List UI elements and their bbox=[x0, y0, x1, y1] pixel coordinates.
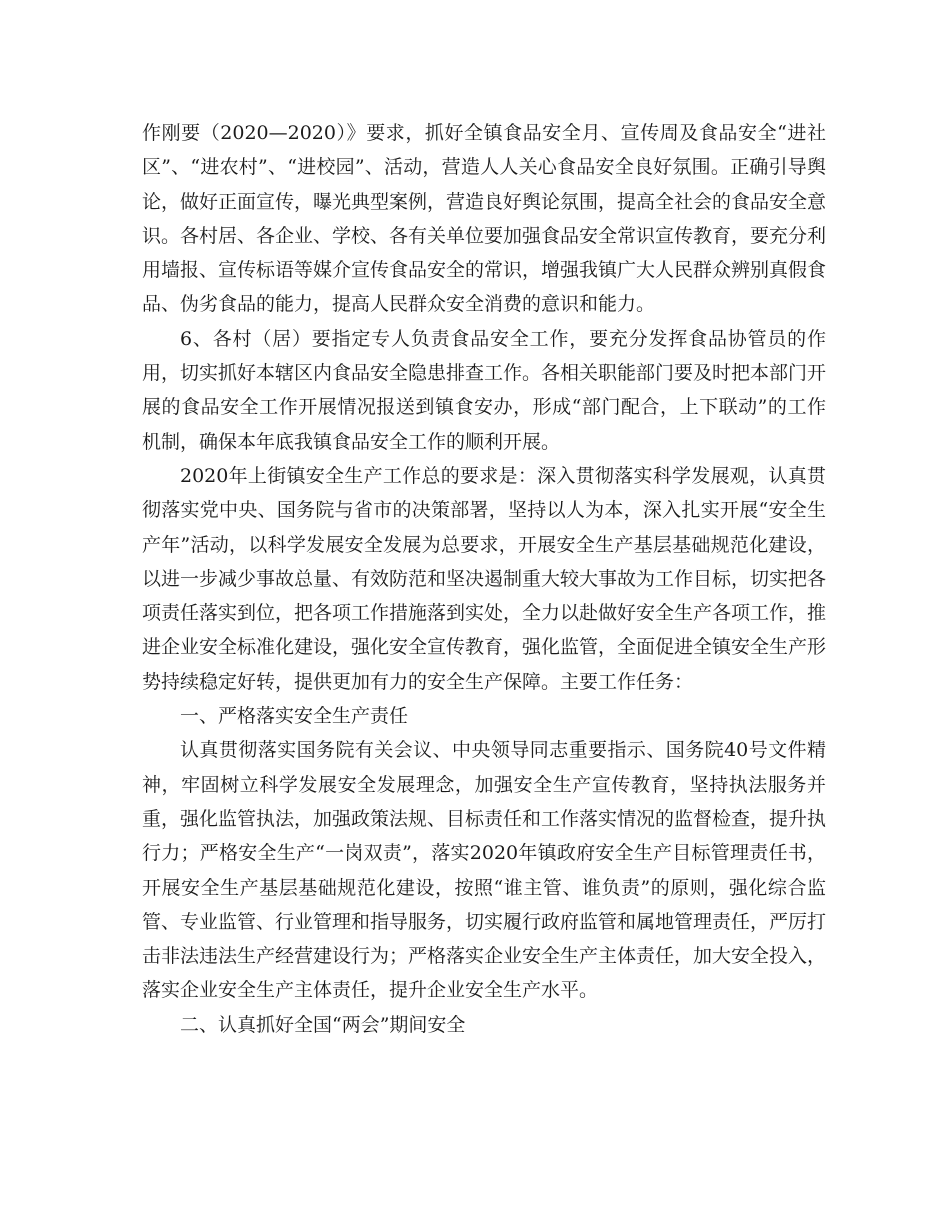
paragraph-work-safety-requirements: 2020年上街镇安全生产工作总的要求是：深入贯彻落实科学发展观，认真贯彻落实党中央、国务院与省市的决策部署，坚持以人为本，深入扎实开展“安全生产年”活动，以科学发展安全发展为总要求，开展安全生产基层基础规范化建设，以进一步减少事故总量、有效防范和坚决遏制重大较大事故为工作目标，切实把各项责任落实到位，把各项工作措施落到实处，全力以赴做好安全生产各项工作，推进企业安全标准化建设，强化安全宣传教育，强化监管，全面促进全镇安全生产形势持续稳定好转，提供更加有力的安全生产保障。主要工作任务： bbox=[142, 464, 827, 693]
paragraph-village-food-safety-duty: 6、各村（居）要指定专人负责食品安全工作，要充分发挥食品协管员的作用，切实抓好本辖区内食品安全隐患排查工作。各相关职能部门要及时把本部门开展的食品安全工作开展情况报送到镇食安办，形成“部门配合，上下联动”的工作机制，确保本年底我镇食品安全工作的顺利开展。 bbox=[142, 327, 827, 453]
paragraph-responsibility-details: 认真贯彻落实国务院有关会议、中央领导同志重要指示、国务院40号文件精神，牢固树立科学发展安全发展理念，加强安全生产宣传教育，坚持执法服务并重，强化监管执法，加强政策法规、目标责任和工作落实情况的监督检查，提升执行力；严格安全生产“一岗双责”，落实2020年镇政府安全生产目标管理责任书，开展安全生产基层基础规范化建设，按照“谁主管、谁负责”的原则，强化综合监管、专业监管、行业管理和指导服务，切实履行政府监管和属地管理责任，严厉打击非法违法生产经营建设行为；严格落实企业安全生产主体责任，加大安全投入，落实企业安全生产主体责任，提升企业安全生产水平。 bbox=[142, 739, 827, 1002]
section-heading-two-sessions: 二、认真抓好全国“两会”期间安全 bbox=[180, 1013, 466, 1036]
document-body bbox=[142, 116, 826, 1042]
paragraph-food-safety-publicity: 作刚要（2020—2020）》要求，抓好全镇食品安全月、宣传周及食品安全“进社区”、“进农村”、“进校园”、活动，营造人人关心食品安全良好氛围。正确引导舆论，做好正面宣传，曝光典型案例，营造良好舆论氛围，提高全社会的食品安全意识。各村居、各企业、学校、各有关单位要加强食品安全常识宣传教育，要充分利用墙报、宣传标语等媒介宣传食品安全的常识，增强我镇广大人民群众辨别真假食品、伪劣食品的能力，提高人民群众安全消费的意识和能力。 bbox=[142, 122, 827, 316]
section-heading-responsibility: 一、严格落实安全生产责任 bbox=[180, 705, 409, 728]
